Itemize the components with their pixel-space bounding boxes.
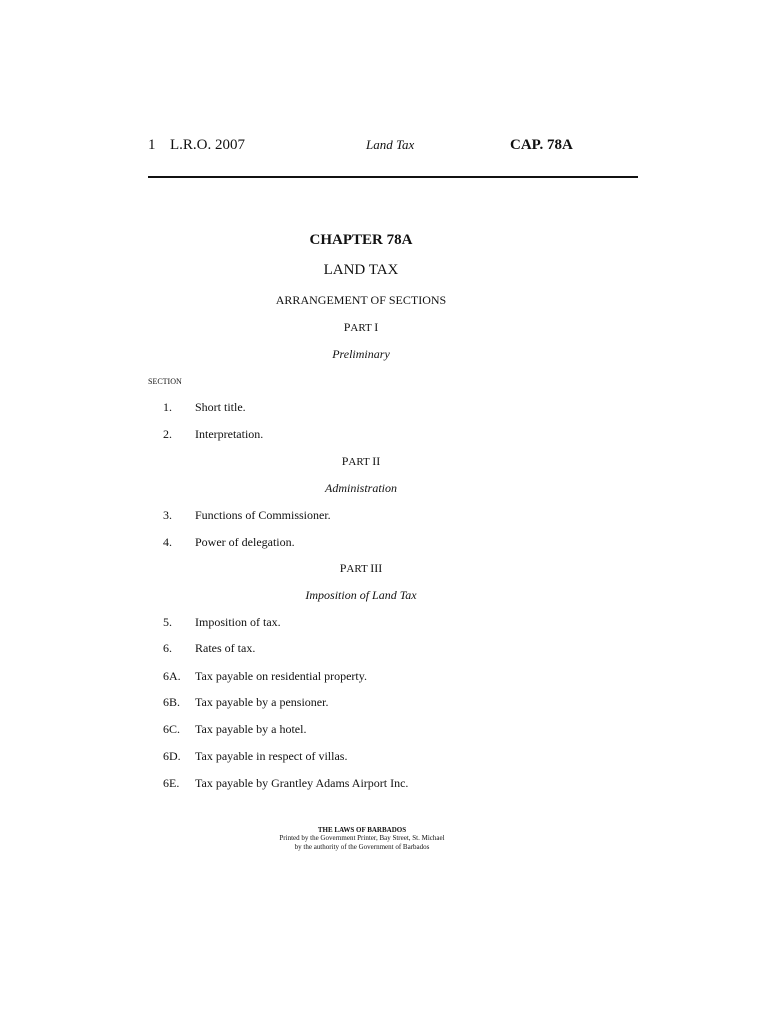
footer-authority: by the authority of the Government of Barbados [294, 843, 430, 851]
page-number: 1 [148, 137, 156, 153]
section-title: Rates of tax. [195, 641, 256, 655]
section-title: Power of delegation. [195, 535, 295, 549]
part-label [148, 454, 574, 469]
section-number: 2. [163, 427, 172, 441]
part-heading: Imposition of Land Tax [305, 588, 417, 602]
part-numeral: II [372, 454, 381, 468]
part-label-initial: P [341, 454, 349, 468]
cap-number: CAP. 78A [510, 137, 573, 153]
header-rule [148, 176, 638, 178]
section-title: Tax payable in respect of villas. [195, 749, 348, 763]
footer-printer: Printed by the Government Printer, Bay Street, St. Michael [279, 834, 445, 842]
section-number: 6D. [163, 749, 181, 763]
act-title: LAND TAX [323, 262, 399, 278]
section-number: 6C. [163, 722, 181, 736]
part-label-rest: ART [348, 456, 370, 468]
section-number: 5. [163, 615, 172, 629]
chapter-heading: CHAPTER 78A [309, 232, 413, 248]
section-number: 6E. [163, 776, 180, 790]
part-numeral: I [374, 320, 379, 334]
section-title: Tax payable on residential property. [195, 669, 367, 683]
section-number: 4. [163, 535, 172, 549]
section-column-label: SECTION [148, 377, 182, 386]
section-number: 3. [163, 508, 172, 522]
section-number: 6. [163, 641, 172, 655]
part-label [148, 320, 574, 335]
section-number: 6A. [163, 669, 181, 683]
section-title: Tax payable by Grantley Adams Airport Inc. [195, 776, 409, 790]
running-title: Land Tax [366, 137, 415, 152]
arrangement-heading: ARRANGEMENT OF SECTIONS [275, 293, 447, 307]
part-label-initial: P [343, 320, 351, 334]
section-number: 6B. [163, 695, 181, 709]
section-title: Short title. [195, 400, 246, 414]
section-title: Tax payable by a hotel. [195, 722, 307, 736]
part-label-rest: ART [350, 322, 372, 334]
part-label [148, 561, 574, 576]
section-title: Functions of Commissioner. [195, 508, 331, 522]
part-numeral: III [370, 561, 383, 575]
footer-title: THE LAWS OF BARBADOS [317, 826, 407, 834]
part-heading: Preliminary [332, 347, 390, 361]
section-number: 1. [163, 400, 172, 414]
part-heading: Administration [324, 481, 397, 495]
section-title: Interpretation. [195, 427, 264, 441]
revision-label: L.R.O. 2007 [170, 137, 245, 153]
section-title: Imposition of tax. [195, 615, 281, 629]
section-title: Tax payable by a pensioner. [195, 695, 329, 709]
part-label-initial: P [339, 561, 347, 575]
part-label-rest: ART [346, 563, 368, 575]
